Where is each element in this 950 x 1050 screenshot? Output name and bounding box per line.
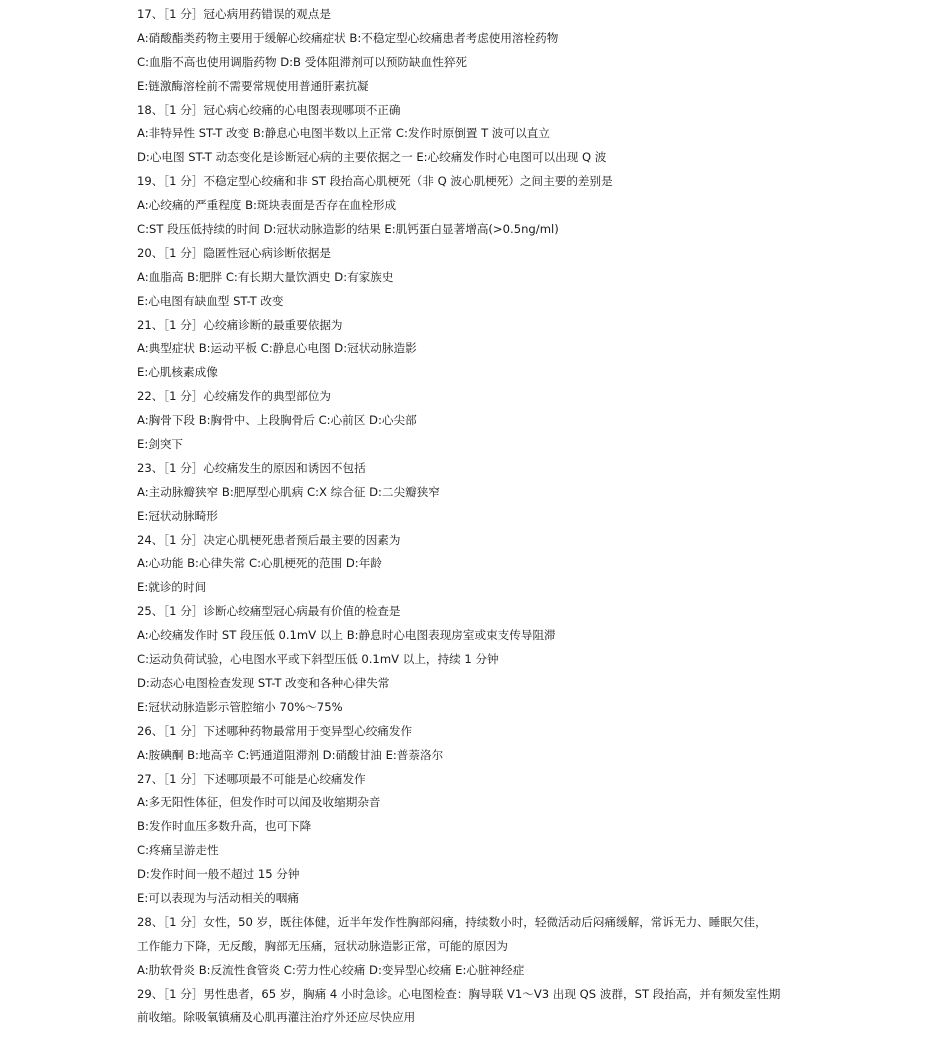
question-stem: 17、［1 分］冠心病用药错误的观点是 [137,7,331,21]
text-line: A:心绞痛发作时 ST 段压低 0.1mV 以上 B:静息时心电图表现房室或束支传导阻滞 [137,628,556,643]
text-line: C:血脂不高也使用调脂药物 D:B 受体阻滞剂可以预防缺血性猝死 [137,54,468,69]
text-line: A:肋软骨炎 B:反流性食管炎 C:劳力性心绞痛 D:变异型心绞痛 E:心脏神经症 [137,962,525,977]
text-line: 前收缩。除吸氧镇痛及心肌再灌注治疗外还应尽快应用 [137,1010,416,1025]
text-line: D:发作时间一般不超过 15 分钟 [137,867,300,882]
text-line: C:疼痛呈游走性 [137,843,219,858]
question-stem: 25、［1 分］诊断心绞痛型冠心病最有价值的检查是 [137,604,401,619]
text-line: A:胸骨下段 B:胸骨中、上段胸骨后 C:心前区 D:心尖部 [137,413,417,428]
text-line: E:剑突下 [137,437,184,452]
text-line: D:动态心电图检查发现 ST-T 改变和各种心律失常 [137,675,390,690]
question-stem: 23、［1 分］心绞痛发生的原因和诱因不包括 [137,460,366,475]
text-line: E:冠状动脉造影示管腔缩小 70%～75% [137,699,343,714]
text-line: C:ST 段压低持续的时间 D:冠状动脉造影的结果 E:肌钙蛋白显著增高(>0.5ng/ml) [137,222,559,237]
text-line: A:多无阳性体征，但发作时可以闻及收缩期杂音 [137,795,381,810]
question-stem: 28、［1 分］女性，50 岁，既往体健，近半年发作性胸部闷痛，持续数小时，轻微活动后闷痛缓解，常诉无力、睡眠欠佳， [137,914,767,929]
question-stem: 27、［1 分］下述哪项最不可能是心绞痛发作 [137,771,366,786]
question-stem: 21、［1 分］心绞痛诊断的最重要依据为 [137,317,343,332]
text-line: 工作能力下降，无反酸，胸部无压痛，冠状动脉造影正常，可能的原因为 [137,938,509,953]
text-line: B:发作时血压多数升高，也可下降 [137,819,312,834]
question-stem: 22、［1 分］心绞痛发作的典型部位为 [137,389,331,404]
text-line: E:心肌核素成像 [137,365,218,380]
text-line: A:胺碘酮 B:地高辛 C:钙通道阻滞剂 D:硝酸甘油 E:普萘洛尔 [137,747,444,762]
question-stem: 29、［1 分］男性患者，65 岁，胸痛 4 小时急诊。心电图检查：胸导联 V1～V3 出现 QS 波群，ST 段抬高，并有频发室性期 [137,986,781,1001]
text-line: A:心功能 B:心律失常 C:心肌梗死的范围 D:年龄 [137,556,382,571]
text-line: A:硝酸酯类药物主要用于缓解心绞痛症状 B:不稳定型心绞痛患者考虑使用溶栓药物 [137,30,559,45]
question-stem: 20、［1 分］隐匿性冠心病诊断依据是 [137,245,331,260]
text-line: E:可以表现为与活动相关的咽痛 [137,890,299,905]
text-line: E:冠状动脉畸形 [137,508,218,523]
question-stem: 24、［1 分］决定心肌梗死患者预后最主要的因素为 [137,532,401,547]
text-line: A:心绞痛的严重程度 B:斑块表面是否存在血栓形成 [137,198,397,213]
text-line: A:非特异性 ST-T 改变 B:静息心电图半数以上正常 C:发作时原倒置 T 波可以直立 [137,126,550,141]
text-line: E:链激酶溶栓前不需要常规使用普通肝素抗凝 [137,78,369,93]
text-line: E:心电图有缺血型 ST-T 改变 [137,293,284,308]
text-line: A:典型症状 B:运动平板 C:静息心电图 D:冠状动脉造影 [137,341,417,356]
text-line: C:运动负荷试验，心电图水平或下斜型压低 0.1mV 以上，持续 1 分钟 [137,652,499,667]
question-stem: 18、［1 分］冠心病心绞痛的心电图表现哪项不正确 [137,102,401,117]
document-page [137,3,827,1030]
question-stem: 26、［1 分］下述哪种药物最常用于变异型心绞痛发作 [137,723,413,738]
question-stem: 19、［1 分］不稳定型心绞痛和非 ST 段抬高心肌梗死（非 Q 波心肌梗死）之间主要的差别是 [137,174,613,189]
text-line: A:主动脉瓣狭窄 B:肥厚型心肌病 C:X 综合征 D:二尖瓣狭窄 [137,484,440,499]
text-line: A:血脂高 B:肥胖 C:有长期大量饮酒史 D:有家族史 [137,269,394,284]
text-line: E:就诊的时间 [137,580,207,595]
text-line: D:心电图 ST-T 动态变化是诊断冠心病的主要依据之一 E:心绞痛发作时心电图可以出现 Q 波 [137,150,607,165]
